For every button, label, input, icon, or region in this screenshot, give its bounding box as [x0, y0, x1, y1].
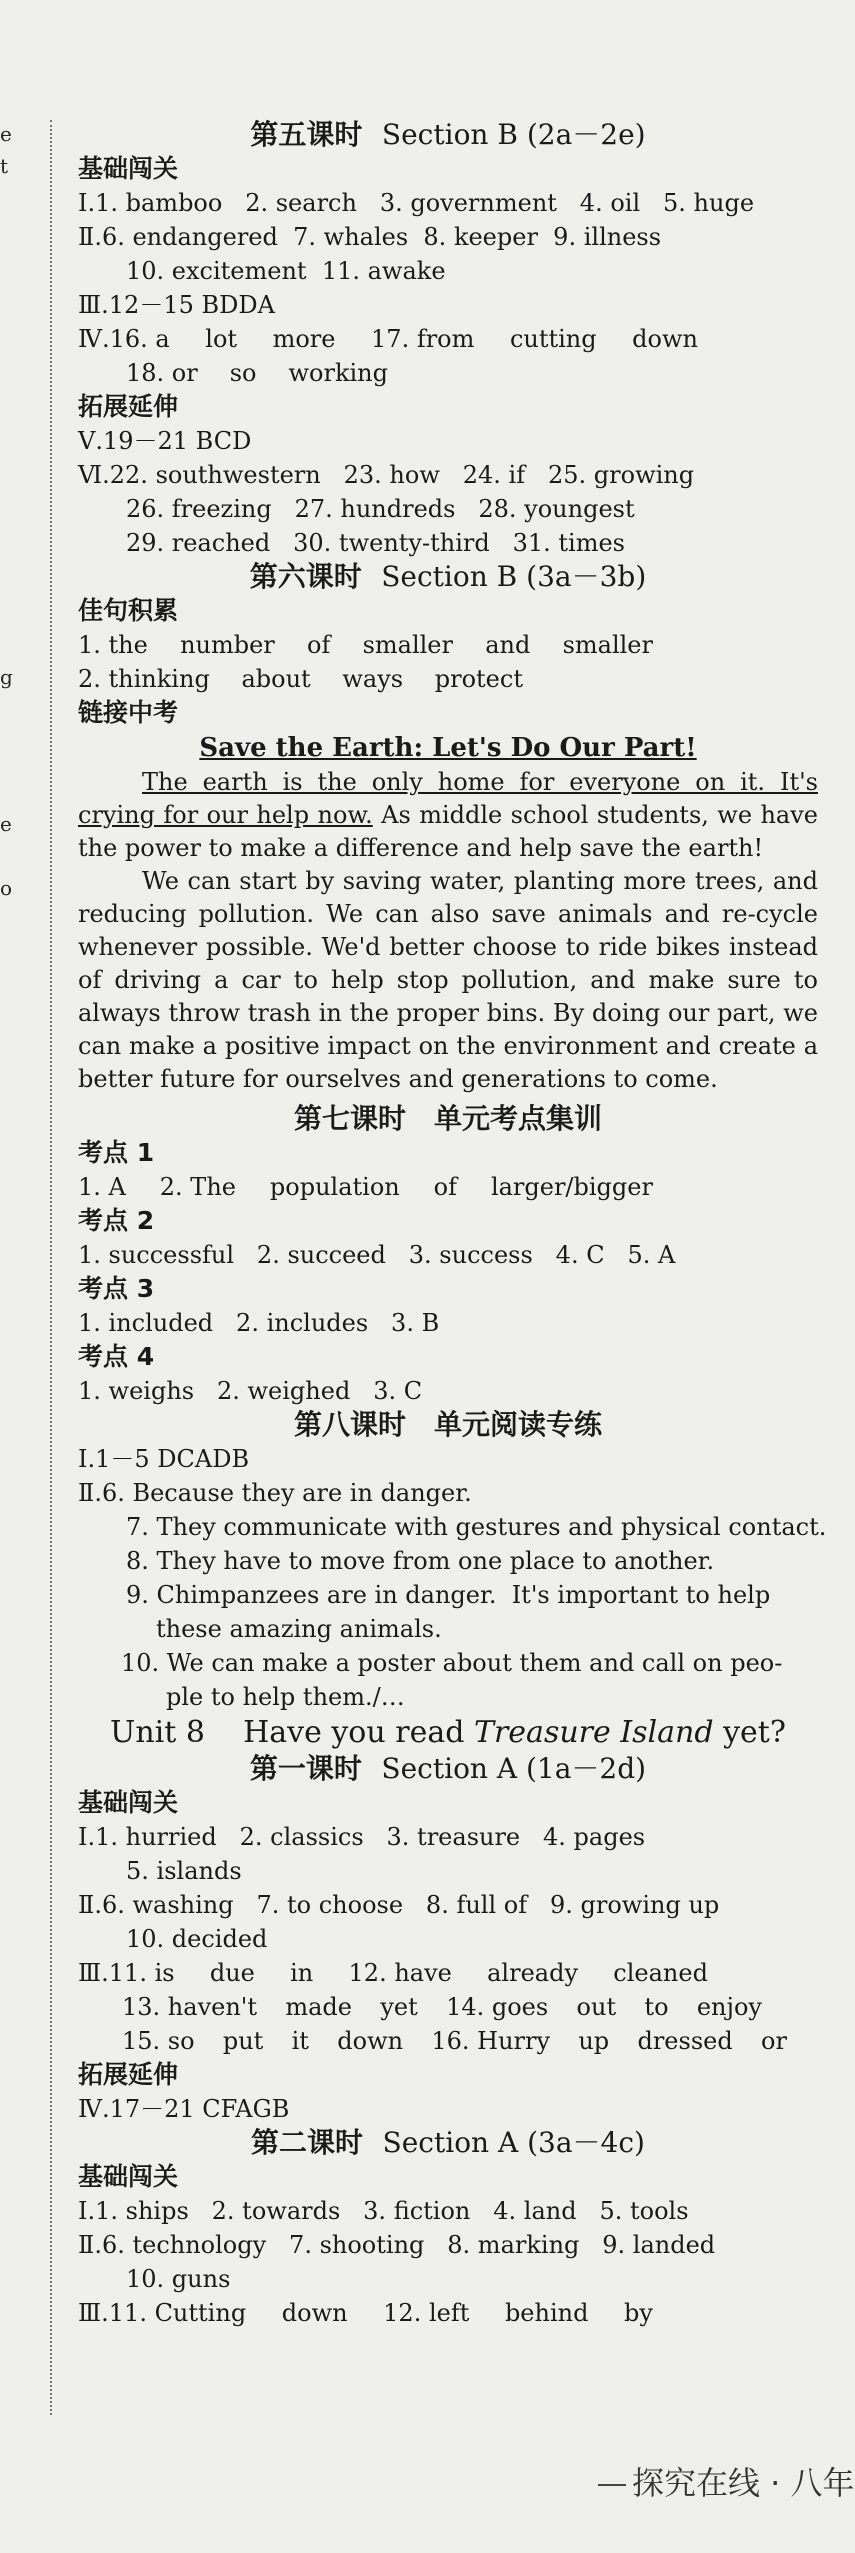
word: cleaned — [613, 1959, 708, 1987]
heading-cn: 第六课时 — [249, 560, 362, 593]
word: yet — [380, 1993, 418, 2021]
book-title: Treasure Island — [473, 1715, 714, 1750]
word: and — [485, 631, 531, 659]
word: Ⅳ.16. a — [78, 325, 170, 353]
answer-line — [78, 2296, 653, 2330]
edge-char: g — [0, 665, 13, 689]
u8-lesson1-heading — [78, 1752, 818, 1786]
word: 1. A — [78, 1173, 126, 1201]
heading-cn: 第五课时 — [250, 118, 363, 151]
answer-line: these amazing animals. — [156, 1615, 442, 1643]
heading-cn: 第二课时 — [251, 2126, 364, 2159]
word: behind — [504, 2299, 589, 2327]
unit-heading — [78, 1714, 818, 1752]
word: enjoy — [696, 1993, 762, 2021]
answer-line: Ⅳ.17－21 CFAGB — [78, 2095, 290, 2123]
word: 18. or — [126, 359, 198, 387]
answer-line: 26. freezing 27. hundreds 28. youngest — [126, 495, 635, 523]
word: more — [272, 325, 336, 353]
answer-line — [78, 1956, 708, 1990]
answer-line: 1. weighs 2. weighed 3. C — [78, 1377, 423, 1405]
answer-line — [78, 662, 523, 696]
edge-char: t — [0, 154, 9, 178]
answer-line: Ⅱ.6. technology 7. shooting 8. marking 9. landed — [78, 2231, 716, 2259]
essay-paragraph — [78, 766, 818, 865]
answer-line: 8. They have to move from one place to another. — [126, 1547, 715, 1575]
word: ways — [342, 665, 404, 693]
answer-line — [78, 1170, 653, 1204]
word: it — [291, 2027, 309, 2055]
answer-line — [78, 1990, 762, 2024]
word: due — [209, 1959, 255, 1987]
section-label: 佳句积累 — [78, 596, 179, 625]
section-label: 拓展延伸 — [78, 392, 179, 421]
word: or — [761, 2027, 787, 2055]
heading-cn: 第一课时 — [249, 1752, 362, 1785]
word: number — [180, 631, 275, 659]
word: to — [644, 1993, 669, 2021]
essay-paragraph: We can start by saving water, planting more trees, and reducing pollution. We can also save animals and re-cycle whenever possible. We'd better choose to ride bikes instead of driving a car to help stop pollution, and make sure to always throw trash in the proper bins. By doing our part, we can make a positive impact on the environment and create a better future for ourselves and generations to come. — [78, 867, 818, 1093]
heading-en: Section A (3a－4c) — [382, 2126, 645, 2159]
essay — [78, 766, 818, 1096]
word: about — [241, 665, 311, 693]
word: down — [632, 325, 698, 353]
word: 17. from — [371, 325, 475, 353]
answer-line: 10. excitement 11. awake — [126, 257, 446, 285]
section-label: 链接中考 — [78, 698, 179, 727]
answer-line: Ⅱ.6. endangered 7. whales 8. keeper 9. illness — [78, 223, 662, 251]
answer-line: 7. They communicate with gestures and physical contact. — [126, 1513, 827, 1541]
word: 2. The — [159, 1173, 236, 1201]
answer-line: Ⅰ.1. ships 2. towards 3. fiction 4. land 5. tools — [78, 2197, 689, 2225]
answer-line: 1. included 2. includes 3. B — [78, 1309, 440, 1337]
word: smaller — [362, 631, 453, 659]
answer-line — [78, 356, 388, 390]
answer-line: 10. guns — [126, 2265, 231, 2293]
section-label: 基础闯关 — [78, 154, 179, 183]
footer-text: 探究在线 · 八年 — [632, 2464, 855, 2502]
answer-line: Ⅴ.19－21 BCD — [78, 427, 252, 455]
answer-line — [78, 628, 653, 662]
answer-line: 10. We can make a poster about them and call on peo- — [121, 1649, 783, 1677]
u8-lesson2-heading — [78, 2126, 818, 2160]
left-edge-fragments — [0, 0, 18, 2553]
word: cutting — [509, 325, 597, 353]
word: 16. Hurry — [431, 2027, 551, 2055]
word: larger/bigger — [490, 1173, 653, 1201]
word: smaller — [562, 631, 653, 659]
word: Ⅲ.11. Cutting — [78, 2299, 247, 2327]
word: 2. thinking — [78, 665, 210, 693]
word: dressed — [637, 2027, 733, 2055]
word: 1. the — [78, 631, 148, 659]
answer-line: 5. islands — [126, 1857, 242, 1885]
word: out — [576, 1993, 617, 2021]
word: of — [433, 1173, 458, 1201]
lesson8-heading: 第八课时 单元阅读专练 — [293, 1408, 602, 1441]
answer-line: Ⅵ.22. southwestern 23. how 24. if 25. growing — [78, 461, 695, 489]
edge-char: o — [0, 876, 13, 900]
essay-text: As middle school students, we have the power to make a difference and help save the earth! — [78, 801, 818, 862]
heading-en: Section B (3a－3b) — [381, 560, 647, 593]
word: so — [229, 359, 257, 387]
answer-line: 29. reached 30. twenty-third 31. times — [126, 529, 625, 557]
word: of — [307, 631, 331, 659]
edge-char: e — [0, 122, 12, 146]
word: down — [337, 2027, 404, 2055]
kaodian-label: 考点 2 — [78, 1206, 155, 1235]
kaodian-label: 考点 1 — [78, 1138, 155, 1167]
word: 14. goes — [446, 1993, 549, 2021]
word: 13. haven't — [122, 1993, 258, 2021]
edge-char: e — [0, 812, 12, 836]
word: already — [487, 1959, 579, 1987]
answer-line: Ⅱ.6. Because they are in danger. — [78, 1479, 472, 1507]
word: up — [578, 2027, 610, 2055]
section-label: 基础闯关 — [78, 2162, 179, 2191]
lesson6-heading — [78, 560, 818, 594]
essay-title: Save the Earth: Let's Do Our Part! — [199, 733, 697, 763]
answer-line: 9. Chimpanzees are in danger. It's important to help — [126, 1581, 771, 1609]
answer-line: 1. successful 2. succeed 3. success 4. C 5. A — [78, 1241, 676, 1269]
word: by — [624, 2299, 653, 2327]
word: 15. so — [122, 2027, 195, 2055]
kaodian-label: 考点 4 — [78, 1342, 155, 1371]
lesson5-heading — [78, 118, 818, 152]
answer-line: 10. decided — [126, 1925, 268, 1953]
word: down — [281, 2299, 348, 2327]
word: working — [288, 359, 388, 387]
column-divider — [50, 120, 52, 2415]
word: put — [222, 2027, 264, 2055]
answer-line — [78, 322, 698, 356]
unit-title: Unit 8 Have you read — [110, 1715, 474, 1750]
kaodian-label: 考点 3 — [78, 1274, 155, 1303]
footer-dash — [598, 2484, 626, 2486]
answer-line: Ⅰ.1. hurried 2. classics 3. treasure 4. pages — [78, 1823, 646, 1851]
answer-line — [78, 2024, 787, 2058]
answer-line: Ⅲ.12－15 BDDA — [78, 291, 275, 319]
answer-line: ple to help them./… — [166, 1683, 405, 1711]
unit-title-end: yet? — [713, 1715, 786, 1750]
section-label: 拓展延伸 — [78, 2060, 179, 2089]
answer-line: Ⅱ.6. washing 7. to choose 8. full of 9. growing up — [78, 1891, 720, 1919]
page-footer — [598, 2458, 855, 2504]
word: in — [290, 1959, 314, 1987]
heading-en: Section B (2a－2e) — [381, 118, 646, 151]
word: 12. left — [383, 2299, 470, 2327]
word: population — [269, 1173, 400, 1201]
word: 12. have — [348, 1959, 452, 1987]
essay-underlined: The earth is the only home for everyone on it. It's crying for our help now. — [78, 768, 818, 829]
heading-en: Section A (1a－2d) — [381, 1752, 647, 1785]
answer-line: Ⅰ.1－5 DCADB — [78, 1445, 250, 1473]
answer-line: Ⅰ.1. bamboo 2. search 3. government 4. oil 5. huge — [78, 189, 755, 217]
word: Ⅲ.11. is — [78, 1959, 175, 1987]
lesson7-heading: 第七课时 单元考点集训 — [293, 1102, 602, 1135]
word: made — [285, 1993, 352, 2021]
answer-column — [78, 118, 827, 2330]
word: lot — [205, 325, 238, 353]
word: protect — [434, 665, 523, 693]
section-label: 基础闯关 — [78, 1788, 179, 1817]
